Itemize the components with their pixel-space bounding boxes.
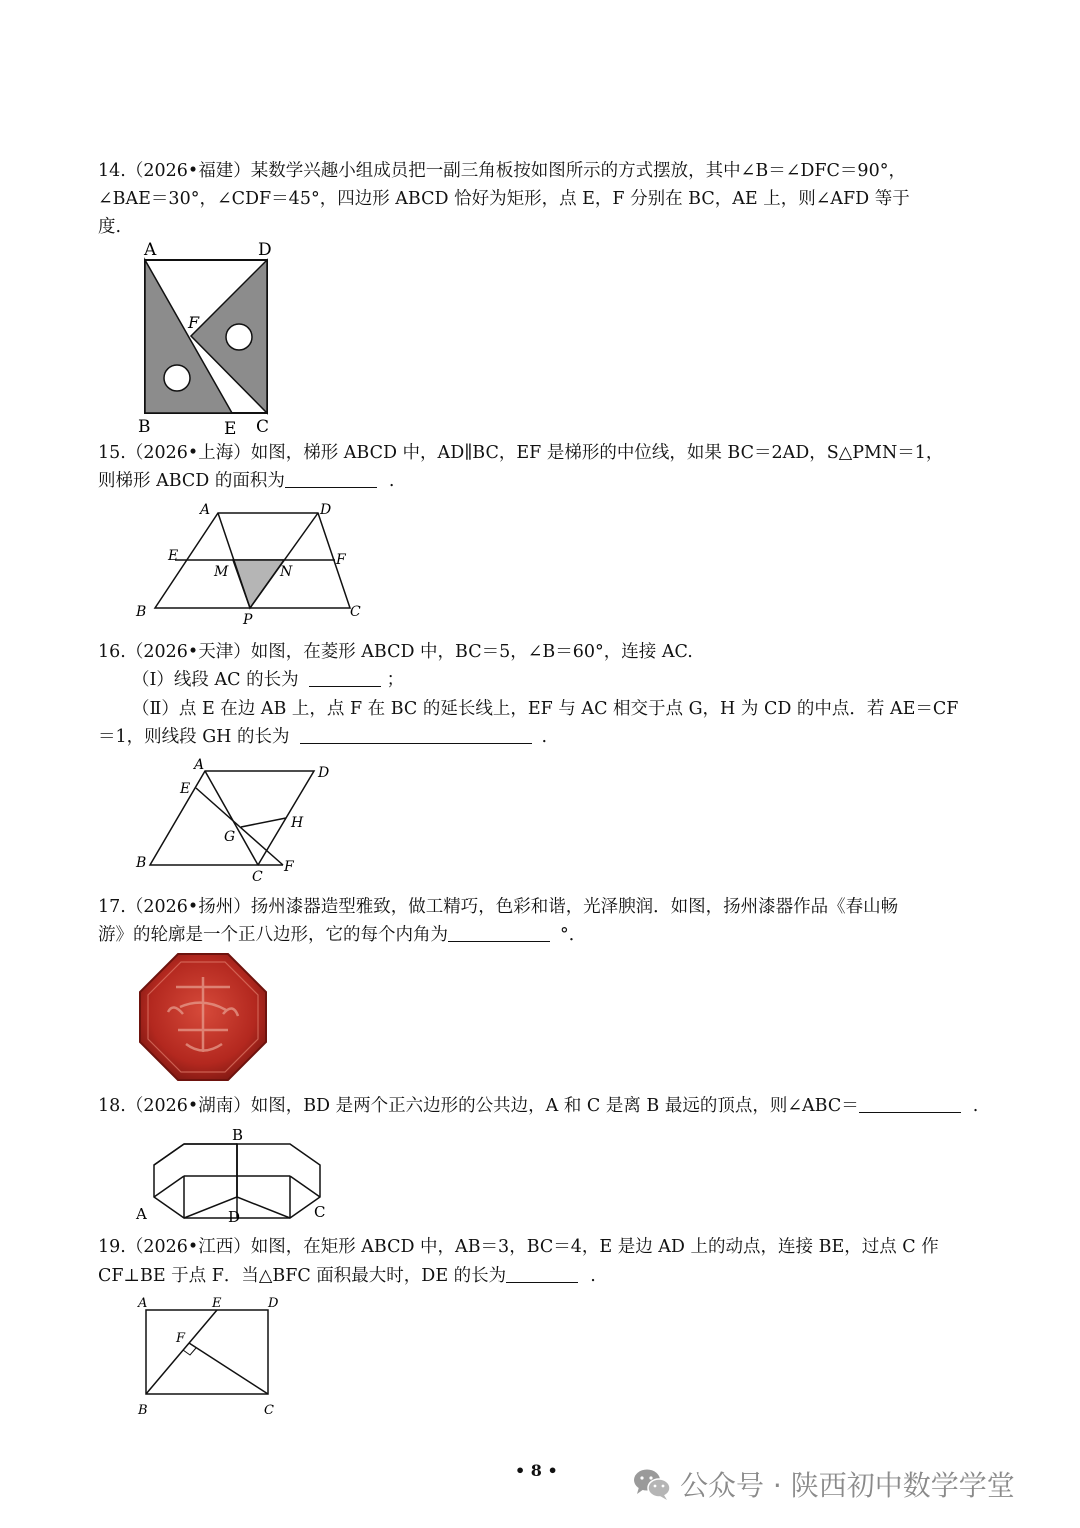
figure-19-rectangle xyxy=(130,1292,290,1422)
figure-15-trapezoid xyxy=(130,500,370,630)
problem-17-text: 游》的轮廓是一个正八边形，它的每个内角为 xyxy=(98,925,448,945)
problem-17-end: °． xyxy=(560,925,587,945)
fig15-label-F: F xyxy=(336,552,346,568)
fig19-label-B: B xyxy=(138,1403,148,1418)
fig16-label-G: G xyxy=(224,829,236,845)
watermark-text: 公众号 · 陕西初中数学学堂 xyxy=(680,1469,1015,1502)
fig15-label-C: C xyxy=(350,604,361,620)
problem-16-part-1: （Ⅰ）线段 AC 的长为 xyxy=(132,670,299,690)
fig14-label-A: A xyxy=(144,240,157,260)
answer-blank-17[interactable] xyxy=(448,925,550,942)
fig15-label-N: N xyxy=(280,564,293,580)
problem-16-line-2 xyxy=(132,669,404,691)
fig16-label-C: C xyxy=(252,869,263,885)
fig19-label-C: C xyxy=(264,1403,274,1418)
problem-15-text: 则梯形 ABCD 的面积为 xyxy=(98,471,285,491)
fig15-label-E: E xyxy=(168,548,179,564)
answer-blank-16-2[interactable] xyxy=(300,727,532,744)
fig18-label-D: D xyxy=(228,1208,241,1226)
lacquerware-octagon-image xyxy=(138,952,268,1082)
fig18-label-A: A xyxy=(136,1205,147,1223)
fig19-label-E: E xyxy=(212,1296,222,1311)
problem-16-end: . xyxy=(541,727,548,747)
answer-blank-16-1[interactable] xyxy=(309,670,381,687)
fig15-label-B: B xyxy=(136,604,147,620)
problem-14-line-3: 度. xyxy=(98,217,122,237)
fig16-label-F: F xyxy=(284,859,294,875)
problem-19-end: . xyxy=(590,1266,596,1286)
figure-16-rhombus xyxy=(128,755,348,885)
fig14-label-B: B xyxy=(138,417,151,437)
fig15-label-P: P xyxy=(243,612,253,628)
problem-15-line-1: 15.（2026•上海）如图，梯形 ABCD 中，AD∥BC，EF 是梯形的中位线，如果 BC＝2AD，S△PMN＝1， xyxy=(98,443,944,463)
fig18-label-C: C xyxy=(314,1203,326,1221)
fig16-label-E: E xyxy=(180,781,191,797)
problem-17-line-1: 17.（2026•扬州）扬州漆器造型雅致，做工精巧，色彩和谐，光泽腴润．如图，扬州漆器作品《春山畅 xyxy=(98,897,899,917)
answer-blank-18[interactable] xyxy=(859,1096,961,1113)
fig15-label-A: A xyxy=(200,502,211,518)
figure-14-rectangle-triangles xyxy=(130,238,290,438)
answer-blank-19[interactable] xyxy=(506,1266,578,1283)
figure-18-hexagons xyxy=(128,1122,338,1228)
problem-18-line-1 xyxy=(98,1095,978,1117)
fig15-label-D: D xyxy=(320,502,332,518)
problem-16-sep: ； xyxy=(386,670,405,690)
problem-17-line-2 xyxy=(98,924,586,946)
wechat-watermark xyxy=(632,1464,1015,1504)
problem-19-line-2 xyxy=(98,1265,596,1287)
fig16-label-H: H xyxy=(291,815,304,831)
problem-14-line-2: ∠BAE＝30°，∠CDF＝45°，四边形 ABCD 恰好为矩形，点 E，F 分别在 BC，AE 上，则∠AFD 等于 xyxy=(98,189,910,209)
fig14-label-D: D xyxy=(258,240,272,260)
problem-16-line-1: 16.（2026•天津）如图，在菱形 ABCD 中，BC＝5，∠B＝60°，连接 AC. xyxy=(98,642,693,662)
fig16-label-A: A xyxy=(194,757,205,773)
problem-18-text: 18.（2026•湖南）如图，BD 是两个正六边形的公共边，A 和 C 是离 B 最远的顶点，则∠ABC＝ xyxy=(98,1096,859,1116)
problem-19-text: CF⊥BE 于点 F．当△BFC 面积最大时，DE 的长为 xyxy=(98,1266,507,1286)
problem-16-line-3: （Ⅱ）点 E 在边 AB 上，点 F 在 BC 的延长线上，EF 与 AC 相交于点 G，H 为 CD 的中点．若 AE＝CF xyxy=(132,699,959,719)
problem-16-part-2: ＝1，则线段 GH 的长为 xyxy=(98,727,290,747)
problem-16-line-4 xyxy=(98,726,547,748)
problem-18-end: . xyxy=(972,1096,979,1116)
fig15-label-M: M xyxy=(214,564,229,580)
problem-19-line-1: 19.（2026•江西）如图，在矩形 ABCD 中，AB＝3，BC＝4，E 是边 AD 上的动点，连接 BE，过点 C 作 xyxy=(98,1237,939,1257)
fig14-label-E: E xyxy=(224,419,237,438)
fig14-label-F: F xyxy=(188,313,200,332)
answer-blank-15[interactable] xyxy=(285,471,377,488)
fig16-label-B: B xyxy=(136,855,147,871)
fig14-label-C: C xyxy=(256,417,270,437)
fig18-label-B: B xyxy=(232,1126,244,1144)
fig19-label-F: F xyxy=(176,1331,186,1346)
wechat-icon xyxy=(632,1467,672,1501)
problem-15-line-2 xyxy=(98,470,394,492)
page-number: • 8 • xyxy=(515,1461,558,1480)
problem-14-line-1: 14.（2026•福建）某数学兴趣小组成员把一副三角板按如图所示的方式摆放，其中∠B＝∠DFC＝90°， xyxy=(98,161,906,181)
fig19-label-D: D xyxy=(268,1296,279,1311)
fig19-label-A: A xyxy=(138,1296,148,1311)
problem-15-end: . xyxy=(388,471,395,491)
fig16-label-D: D xyxy=(318,765,330,781)
